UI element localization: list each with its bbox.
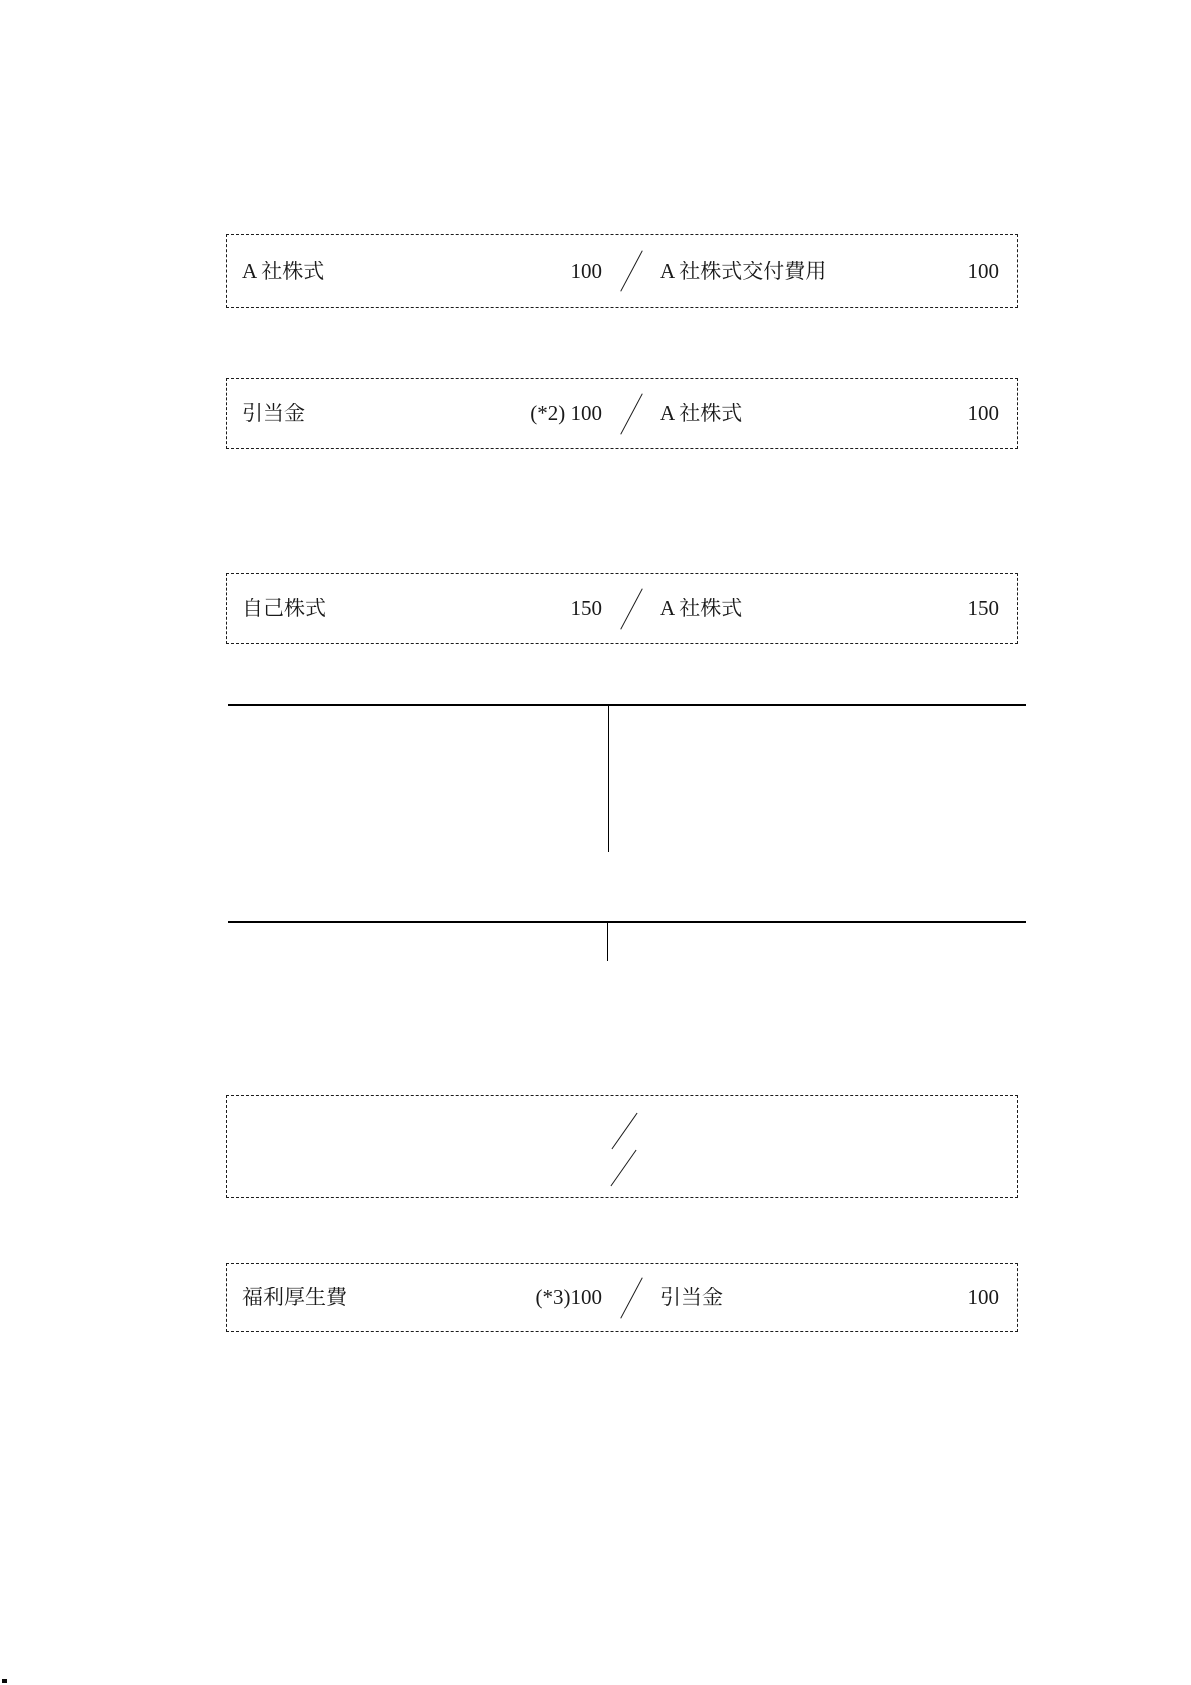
t-account-2-divider-rule bbox=[607, 923, 608, 961]
credit-amount-value: 100 bbox=[967, 401, 999, 425]
journal-entry-box-4 bbox=[226, 1263, 1018, 1332]
slash-icon bbox=[611, 1113, 637, 1150]
credit-account-label: A 社株式 bbox=[660, 598, 743, 619]
credit-account-label: A 社株式交付費用 bbox=[660, 260, 827, 282]
debit-account-label: 福利厚生費 bbox=[242, 1287, 347, 1308]
journal-entry-row bbox=[227, 1264, 1017, 1331]
entry-divider bbox=[602, 391, 660, 437]
journal-entry-box-3 bbox=[226, 573, 1018, 644]
t-account-2-top-rule bbox=[228, 921, 1026, 923]
credit-amount-value: 100 bbox=[967, 1285, 999, 1309]
credit-account-label: A 社株式 bbox=[660, 403, 743, 424]
entry-divider bbox=[602, 248, 660, 294]
page-speck bbox=[2, 1679, 7, 1683]
slash-icon bbox=[620, 1277, 642, 1318]
t-account-1-divider-rule bbox=[608, 706, 609, 852]
slash-icon bbox=[620, 588, 642, 629]
debit-account-label: A 社株式 bbox=[242, 260, 325, 282]
debit-amount-value: 100 bbox=[570, 258, 602, 283]
entry-divider bbox=[602, 1275, 660, 1321]
debit-account-label: 自己株式 bbox=[242, 598, 326, 619]
journal-entry-row bbox=[227, 379, 1017, 448]
journal-entry-box-2 bbox=[226, 378, 1018, 449]
debit-amount-value: (*3)100 bbox=[535, 1285, 602, 1309]
journal-entry-box-empty bbox=[226, 1095, 1018, 1198]
journal-entry-row bbox=[227, 235, 1017, 307]
slash-icon bbox=[620, 250, 642, 291]
debit-amount-value: (*2) 100 bbox=[530, 401, 602, 425]
slash-icon bbox=[610, 1150, 636, 1187]
credit-amount-value: 100 bbox=[967, 258, 999, 283]
credit-account-label: 引当金 bbox=[660, 1287, 723, 1308]
slash-icon bbox=[620, 393, 642, 434]
journal-entry-box-1 bbox=[226, 234, 1018, 308]
t-account-1-top-rule bbox=[228, 704, 1026, 706]
debit-amount-value: 150 bbox=[570, 596, 602, 620]
journal-entry-row bbox=[227, 574, 1017, 643]
credit-amount-value: 150 bbox=[967, 596, 999, 620]
debit-account-label: 引当金 bbox=[242, 403, 305, 424]
entry-divider bbox=[602, 586, 660, 632]
